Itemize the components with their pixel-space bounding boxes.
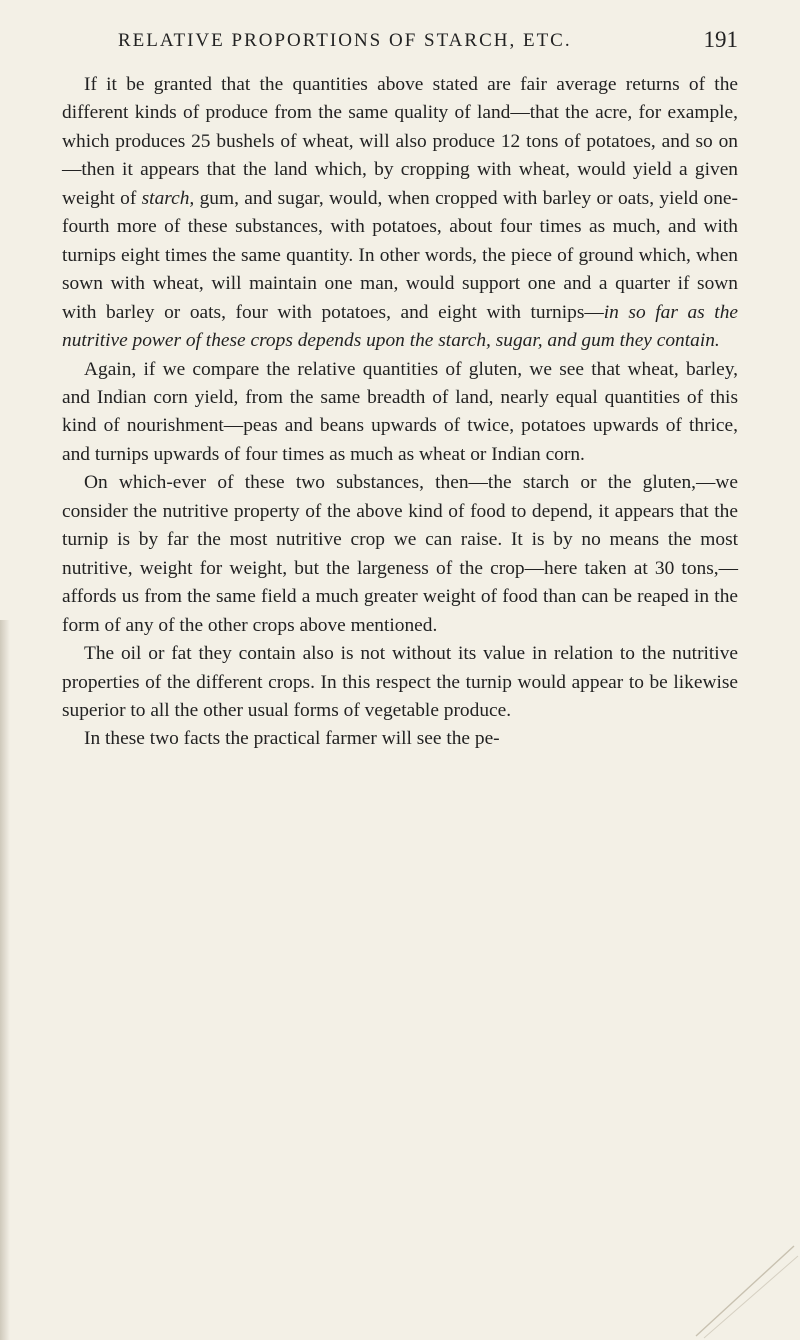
paragraph-4: The oil or fat they contain also is not without its value in relation to the nutritive properties of the different crops. In this respect the turnip would appear to be likewise superior to all the other usual forms of vegetable produce. bbox=[62, 643, 738, 721]
paragraph-1-italic-conclusion: in so far as the nutritive power of these crops depends upon the starch, sugar, and gum they contain. bbox=[62, 301, 738, 352]
paragraph-1-italic-starch: starch, bbox=[141, 187, 195, 209]
running-title: RELATIVE PROPORTIONS OF STARCH, ETC. bbox=[118, 30, 572, 51]
page-number: 191 bbox=[703, 27, 738, 52]
paragraph-1-part-a: If it be granted that the quantities above stated are fair average returns of the different kinds of produce from the same quality of land—that the acre, for example, which produces 25 bushels of wheat, will also produce 12 tons of potatoes, and so on—then it appears that the land which, by cropping with wheat, would yield a given weight of bbox=[62, 74, 738, 209]
paragraph-3: On which-ever of these two substances, then—the starch or the gluten,—we consider the nutritive property of the above kind of food to depend, it appears that the turnip is by far the most nutritive crop we can raise. It is by no means the most nutritive, weight for weight, but the largeness of the crop—here taken at 30 tons,—affords us from the same field a much greater weight of food than can be reaped in the form of any of the other crops above mentioned. bbox=[62, 472, 738, 636]
paragraph-5: In these two facts the practical farmer will see the pe- bbox=[84, 728, 500, 750]
body-text bbox=[62, 71, 738, 754]
paragraph-1 bbox=[62, 71, 738, 356]
page-edge-shadow bbox=[0, 620, 10, 1340]
paragraph-2: Again, if we compare the relative quantities of gluten, we see that wheat, barley, and Indian corn yield, from the same breadth of land, nearly equal quantities of this kind of nourishment—peas and beans upwards of twice, potatoes upwards of thrice, and turnips upwards of four times as much as wheat or Indian corn. bbox=[62, 358, 738, 465]
paragraph-1-part-b: gum, and sugar, would, when cropped with barley or oats, yield one-fourth more of these substances, with potatoes, about four times as much, and with turnips eight times the same quantity. In other words, the piece of ground which, when sown with wheat, will maintain one man, would support one and a quarter if sown with barley or oats, four with potatoes, and eight with turnips— bbox=[62, 187, 738, 323]
running-header bbox=[118, 27, 738, 60]
corner-pencil-mark bbox=[690, 1230, 800, 1340]
